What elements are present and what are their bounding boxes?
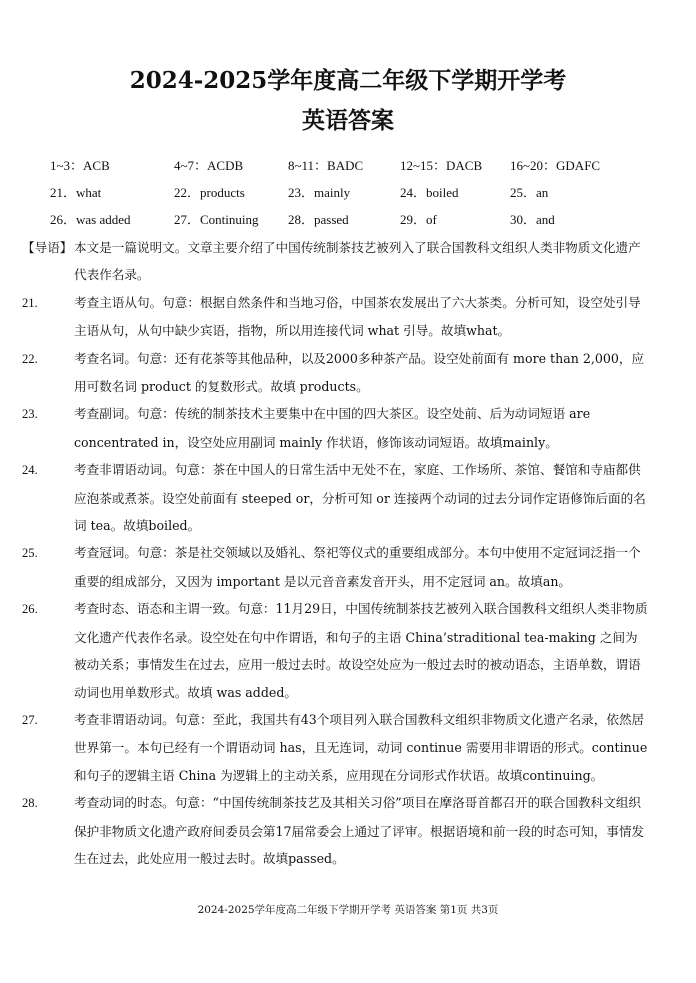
document-subtitle: 英语答案 [302, 107, 394, 134]
explanation-item [22, 345, 650, 401]
question-number: 26. [22, 602, 38, 617]
question-number: 27. [22, 712, 38, 727]
explanation-section [22, 234, 650, 872]
question-number: 24. [22, 463, 38, 478]
answer-row [0, 209, 696, 229]
answer-key-item: 12~15：DACB [400, 158, 483, 173]
question-number: 23. [22, 407, 38, 422]
explanation-item [22, 539, 650, 595]
explanation-text: 考查非谓语动词。句意：至此，我国共有43个项目列入联合国教科文组织非物质文化遗产名录，依然居世界第一。本句已经有一个谓语动词 has，且无连词，动词 continue 需要用非谓语的形式。continue 和句子的逻辑主语 China 为逻辑上的主动关系，应用现在分词形式作状语。故填continuing。 [74, 711, 648, 783]
answer-key-item: 8~11：BADC [288, 158, 364, 173]
question-number: 28. [22, 796, 38, 811]
answer-key-item: 30．and [510, 212, 555, 227]
answer-key-item: 25．an [510, 185, 549, 200]
explanation-item [22, 595, 650, 706]
answer-row [0, 182, 696, 202]
explanation-text: 考查时态、语态和主谓一致。句意：11月29日，中国传统制茶技艺被列入联合国教科文组织人类非物质文化遗产代表作名录。设空处在句中作谓语，和句子的主语 China’straditional tea-making 之间为被动关系；事情发生在过去，应用一般过去时。故设空处应为一般过去时的被动语态，主语单数，谓语动词也用单数形式。故填 was added。 [74, 601, 648, 700]
explanation-item [22, 400, 650, 456]
answer-key-item: 21．what [50, 185, 102, 200]
question-number: 25. [22, 546, 38, 561]
lead-label: 【导语】 [22, 240, 73, 255]
explanation-item [22, 456, 650, 539]
explanation-text: 考查冠词。句意：茶是社交领域以及婚礼、祭祀等仪式的重要组成部分。本句中使用不定冠词泛指一个重要的组成部分，又因为 important 是以元音音素发音开头，用不定冠词 an。故填an。 [74, 545, 641, 589]
answer-key-item: 16~20：GDAFC [510, 158, 601, 173]
answer-key-item: 27．Continuing [174, 212, 259, 227]
answer-key-item: 1~3：ACB [50, 158, 110, 173]
explanation-text: 考查非谓语动词。句意：茶在中国人的日常生活中无处不在，家庭、工作场所、茶馆、餐馆和寺庙都供应泡茶或煮茶。设空处前面有 steeped or，分析可知 or 连接两个动词的过去分词作定语修饰后面的名词 tea。故填boiled。 [74, 462, 646, 534]
answer-key-item: 4~7：ACDB [174, 158, 244, 173]
explanation-item [22, 789, 650, 872]
lead-text: 本文是一篇说明文。文章主要介绍了中国传统制茶技艺被列入了联合国教科文组织人类非物质文化遗产代表作名录。 [74, 240, 641, 283]
document-title: 2024-2025学年度高二年级下学期开学考 [129, 67, 567, 94]
answer-key-item: 22．products [174, 185, 245, 200]
explanation-text: 考查副词。句意：传统的制茶技术主要集中在中国的四大茶区。设空处前、后为动词短语 are concentrated in，设空处应用副词 mainly 作状语，修饰该动词短语。故填mainly。 [74, 406, 591, 450]
explanation-text: 考查动词的时态。句意：“中国传统制茶技艺及其相关习俗”项目在摩洛哥首都召开的联合国教科文组织保护非物质文化遗产政府间委员会第17届常委会上通过了评审。根据语境和前一段的时态可知，事情发生在过去，此处应用一般过去时。故填passed。 [74, 795, 645, 866]
answer-key-item: 24．boiled [400, 185, 459, 200]
answer-key-item: 23．mainly [288, 185, 351, 200]
answer-key-item: 29．of [400, 212, 437, 227]
lead-paragraph [22, 234, 650, 289]
page-footer: 2024-2025学年度高二年级下学期开学考 英语答案 第1页 共3页 [197, 904, 499, 916]
explanation-text: 考查主语从句。句意：根据自然条件和当地习俗，中国茶农发展出了六大茶类。分析可知，设空处引导主语从句，从句中缺少宾语，指物，所以用连接代词 what 引导。故填what。 [74, 294, 641, 339]
explanation-item [22, 706, 650, 789]
answer-key-item: 28．passed [288, 212, 349, 227]
question-number: 22. [22, 351, 38, 366]
answer-key-item: 26．was added [50, 212, 131, 227]
explanation-text: 考查名词。句意：还有花茶等其他品种，以及2000多种茶产品。设空处前面有 more than 2,000，应用可数名词 product 的复数形式。故填 products。 [74, 350, 645, 395]
answer-row [0, 155, 696, 175]
explanation-item [22, 289, 650, 345]
question-number: 21. [22, 295, 38, 310]
